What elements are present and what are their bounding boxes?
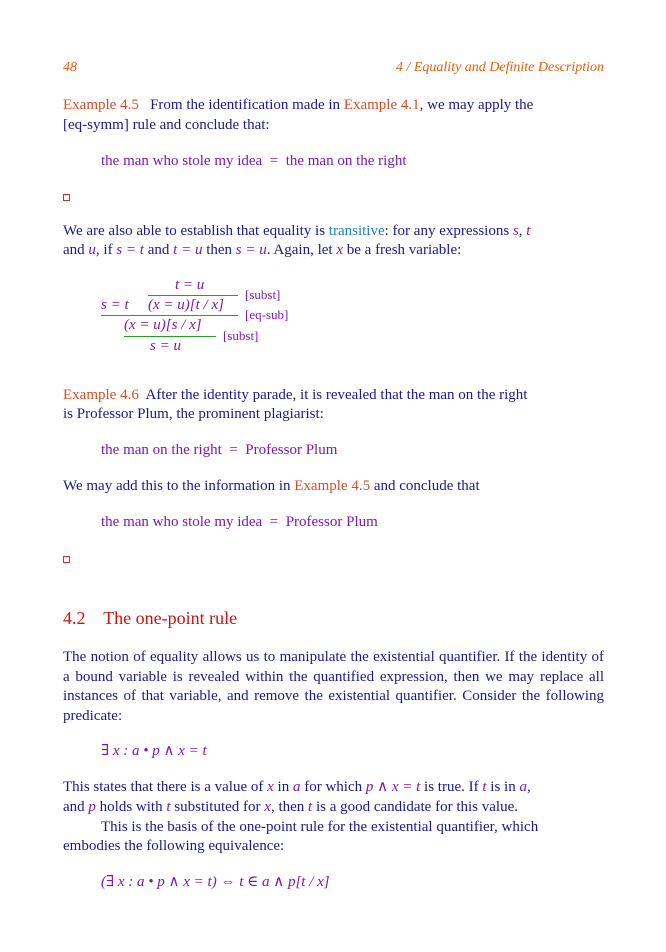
cross-reference[interactable]: Example 4.1 — [343, 97, 420, 113]
display-equation-2: the man on the right = Professor Plum — [101, 442, 338, 458]
proof-mid2: (x = u)[s / x] — [124, 317, 202, 333]
display-equation-3: the man who stole my idea = Professor Plum — [101, 514, 378, 530]
header-separator: / — [406, 60, 411, 75]
proof-left-premise: s = t — [101, 297, 129, 313]
section-title: The one-point rule — [103, 608, 238, 628]
proof-mid-right: (x = u)[t / x] — [148, 297, 224, 313]
qed-box — [63, 556, 70, 563]
page-number: 48 — [63, 60, 77, 75]
example-4-6-line1: Example 4.6 After the identity parade, it is revealed that the man on the right — [63, 387, 528, 403]
rule-label-subst-1: [subst] — [245, 287, 281, 302]
basis-line2: embodies the following equivalence: — [63, 838, 285, 854]
states-line2: and p holds with t substituted for x, then t is a good candidate for this value. — [63, 799, 518, 815]
chapter-number: 4 — [395, 60, 403, 75]
rule-label-eq-sub: [eq-sub] — [245, 307, 289, 322]
proof-conclusion: s = u — [150, 338, 181, 354]
chapter-title: Equality and Definite Description — [413, 60, 604, 75]
proof-top: t = u — [175, 277, 205, 293]
section-heading — [63, 608, 237, 629]
transitive-line1: We are also able to establish that equality is transitive: for any expressions s, t — [63, 223, 531, 239]
section-number: 4.2 — [63, 608, 86, 628]
one-point-paragraph: The notion of equality allows us to manipulate the existential quantifier. If the identity of a bound variable is revealed within the quantified expression, then we may replace all instances of that variable, and remove the existential quantifier. Consider the following predicate: — [63, 649, 604, 724]
example-4-5-line1: Example 4.5 From the identification made in Example 4.1, we may apply the — [63, 97, 534, 113]
display-equation-1: the man who stole my idea = the man on the right — [101, 153, 407, 169]
states-line1: This states that there is a value of x in a for which p ∧ x = t is true. If t is in a, — [63, 779, 531, 795]
rule-label-subst-2: [subst] — [223, 328, 259, 343]
glossary-term[interactable]: transitive — [328, 223, 385, 239]
transitive-line2: and u, if s = t and t = u then s = u. Again, let x be a fresh variable: — [63, 242, 462, 258]
equivalence-display: (∃ x : a • p ∧ x = t) ⇔ t ∈ a ∧ p[t / x] — [101, 874, 330, 890]
example-4-6-line2: is Professor Plum, the prominent plagiarist: — [63, 406, 324, 422]
running-header — [396, 60, 604, 76]
example-4-5-line2: [eq-symm] rule and conclude that: — [63, 117, 270, 133]
cross-reference[interactable]: Example 4.5 — [294, 478, 371, 494]
example-label: Example 4.5 — [63, 97, 139, 113]
example-label: Example 4.6 — [63, 387, 139, 403]
add-info-line: We may add this to the information in Example 4.5 and conclude that — [63, 478, 480, 494]
basis-line1: This is the basis of the one-point rule for the existential quantifier, which — [101, 819, 539, 835]
predicate-display: ∃ x : a • p ∧ x = t — [101, 743, 207, 759]
qed-box — [63, 194, 70, 201]
